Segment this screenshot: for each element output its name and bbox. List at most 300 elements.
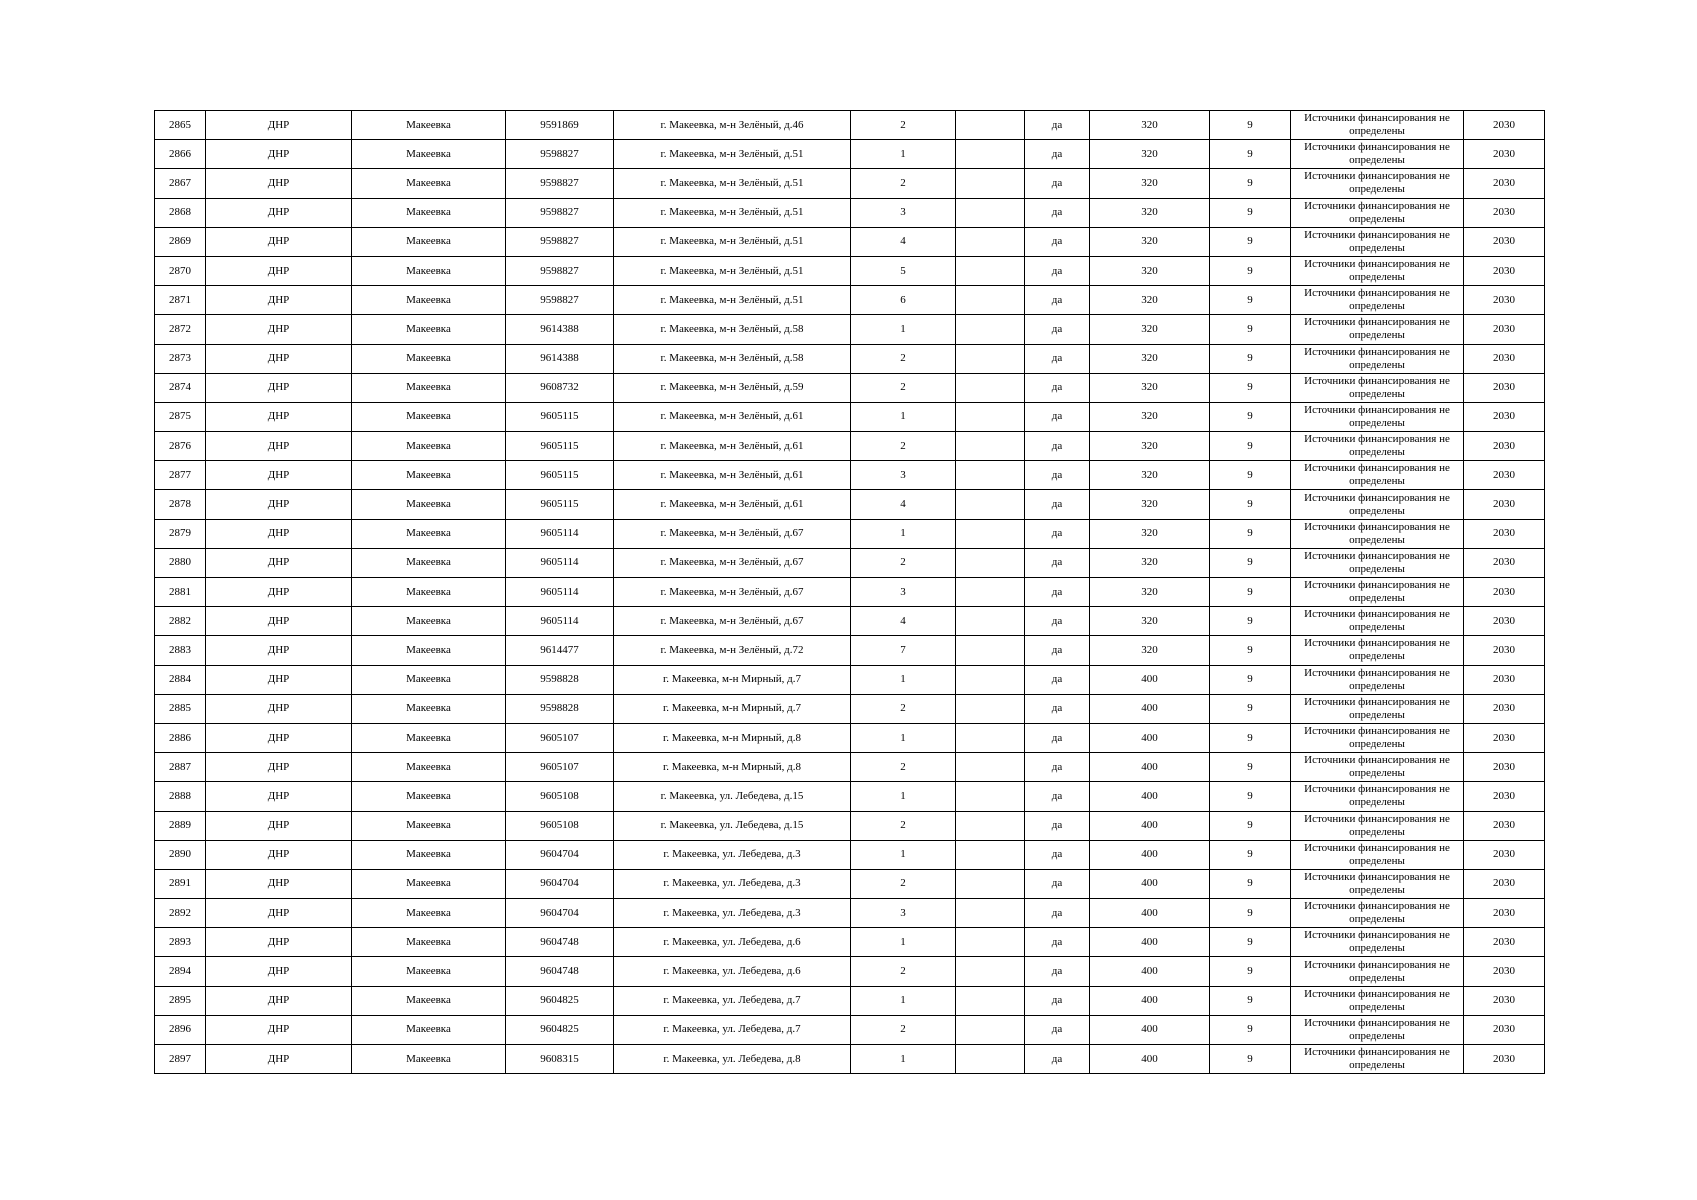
flag-cell: да bbox=[1025, 1015, 1090, 1044]
funding-source-cell: Источники финансирования не определены bbox=[1291, 111, 1464, 140]
funding-source-cell: Источники финансирования не определены bbox=[1291, 490, 1464, 519]
row-number-cell: 2871 bbox=[155, 286, 206, 315]
year-cell: 2030 bbox=[1464, 840, 1545, 869]
year-cell: 2030 bbox=[1464, 373, 1545, 402]
city-cell: Макеевка bbox=[352, 899, 506, 928]
region-cell: ДНР bbox=[206, 636, 352, 665]
count-cell: 9 bbox=[1210, 1015, 1291, 1044]
funding-source-cell: Источники финансирования не определены bbox=[1291, 578, 1464, 607]
row-number-cell: 2888 bbox=[155, 782, 206, 811]
blank-cell bbox=[956, 811, 1025, 840]
amount-cell: 320 bbox=[1090, 607, 1210, 636]
row-number-cell: 2887 bbox=[155, 753, 206, 782]
address-cell: г. Макеевка, ул. Лебедева, д.3 bbox=[614, 899, 851, 928]
address-cell: г. Макеевка, м-н Зелёный, д.58 bbox=[614, 315, 851, 344]
year-cell: 2030 bbox=[1464, 578, 1545, 607]
region-cell: ДНР bbox=[206, 986, 352, 1015]
blank-cell bbox=[956, 1045, 1025, 1074]
year-cell: 2030 bbox=[1464, 256, 1545, 285]
city-cell: Макеевка bbox=[352, 840, 506, 869]
address-cell: г. Макеевка, м-н Зелёный, д.51 bbox=[614, 169, 851, 198]
blank-cell bbox=[956, 694, 1025, 723]
table-row bbox=[155, 140, 1545, 169]
city-cell: Макеевка bbox=[352, 256, 506, 285]
flag-cell: да bbox=[1025, 227, 1090, 256]
amount-cell: 320 bbox=[1090, 519, 1210, 548]
building-id-cell: 9614388 bbox=[506, 315, 614, 344]
year-cell: 2030 bbox=[1464, 461, 1545, 490]
table-body bbox=[155, 111, 1545, 1074]
amount-cell: 320 bbox=[1090, 432, 1210, 461]
address-cell: г. Макеевка, м-н Зелёный, д.61 bbox=[614, 432, 851, 461]
entrance-cell: 1 bbox=[851, 402, 956, 431]
year-cell: 2030 bbox=[1464, 227, 1545, 256]
building-id-cell: 9605114 bbox=[506, 607, 614, 636]
row-number-cell: 2892 bbox=[155, 899, 206, 928]
amount-cell: 400 bbox=[1090, 899, 1210, 928]
address-cell: г. Макеевка, м-н Зелёный, д.61 bbox=[614, 461, 851, 490]
flag-cell: да bbox=[1025, 548, 1090, 577]
flag-cell: да bbox=[1025, 636, 1090, 665]
region-cell: ДНР bbox=[206, 928, 352, 957]
year-cell: 2030 bbox=[1464, 198, 1545, 227]
table-row bbox=[155, 344, 1545, 373]
amount-cell: 320 bbox=[1090, 461, 1210, 490]
amount-cell: 320 bbox=[1090, 227, 1210, 256]
count-cell: 9 bbox=[1210, 1045, 1291, 1074]
entrance-cell: 3 bbox=[851, 461, 956, 490]
year-cell: 2030 bbox=[1464, 490, 1545, 519]
amount-cell: 320 bbox=[1090, 315, 1210, 344]
funding-source-cell: Источники финансирования не определены bbox=[1291, 840, 1464, 869]
blank-cell bbox=[956, 227, 1025, 256]
entrance-cell: 7 bbox=[851, 636, 956, 665]
year-cell: 2030 bbox=[1464, 140, 1545, 169]
amount-cell: 320 bbox=[1090, 490, 1210, 519]
address-cell: г. Макеевка, м-н Зелёный, д.67 bbox=[614, 548, 851, 577]
blank-cell bbox=[956, 957, 1025, 986]
region-cell: ДНР bbox=[206, 286, 352, 315]
blank-cell bbox=[956, 140, 1025, 169]
flag-cell: да bbox=[1025, 519, 1090, 548]
count-cell: 9 bbox=[1210, 402, 1291, 431]
table-row bbox=[155, 899, 1545, 928]
blank-cell bbox=[956, 899, 1025, 928]
count-cell: 9 bbox=[1210, 782, 1291, 811]
address-cell: г. Макеевка, ул. Лебедева, д.15 bbox=[614, 811, 851, 840]
region-cell: ДНР bbox=[206, 1015, 352, 1044]
amount-cell: 320 bbox=[1090, 256, 1210, 285]
region-cell: ДНР bbox=[206, 256, 352, 285]
building-id-cell: 9605115 bbox=[506, 432, 614, 461]
funding-source-cell: Источники финансирования не определены bbox=[1291, 1015, 1464, 1044]
count-cell: 9 bbox=[1210, 490, 1291, 519]
region-cell: ДНР bbox=[206, 869, 352, 898]
funding-source-cell: Источники финансирования не определены bbox=[1291, 636, 1464, 665]
count-cell: 9 bbox=[1210, 753, 1291, 782]
row-number-cell: 2895 bbox=[155, 986, 206, 1015]
funding-source-cell: Источники финансирования не определены bbox=[1291, 928, 1464, 957]
row-number-cell: 2880 bbox=[155, 548, 206, 577]
row-number-cell: 2893 bbox=[155, 928, 206, 957]
blank-cell bbox=[956, 461, 1025, 490]
address-cell: г. Макеевка, ул. Лебедева, д.3 bbox=[614, 869, 851, 898]
region-cell: ДНР bbox=[206, 344, 352, 373]
table-row bbox=[155, 607, 1545, 636]
building-id-cell: 9598827 bbox=[506, 286, 614, 315]
row-number-cell: 2881 bbox=[155, 578, 206, 607]
table-row bbox=[155, 840, 1545, 869]
year-cell: 2030 bbox=[1464, 315, 1545, 344]
region-cell: ДНР bbox=[206, 432, 352, 461]
building-id-cell: 9608315 bbox=[506, 1045, 614, 1074]
amount-cell: 320 bbox=[1090, 636, 1210, 665]
amount-cell: 320 bbox=[1090, 578, 1210, 607]
year-cell: 2030 bbox=[1464, 1045, 1545, 1074]
funding-source-cell: Источники финансирования не определены bbox=[1291, 548, 1464, 577]
amount-cell: 320 bbox=[1090, 373, 1210, 402]
funding-source-cell: Источники финансирования не определены bbox=[1291, 986, 1464, 1015]
amount-cell: 400 bbox=[1090, 665, 1210, 694]
count-cell: 9 bbox=[1210, 315, 1291, 344]
row-number-cell: 2867 bbox=[155, 169, 206, 198]
row-number-cell: 2866 bbox=[155, 140, 206, 169]
city-cell: Макеевка bbox=[352, 869, 506, 898]
entrance-cell: 4 bbox=[851, 490, 956, 519]
flag-cell: да bbox=[1025, 344, 1090, 373]
amount-cell: 320 bbox=[1090, 344, 1210, 373]
address-cell: г. Макеевка, ул. Лебедева, д.8 bbox=[614, 1045, 851, 1074]
count-cell: 9 bbox=[1210, 986, 1291, 1015]
city-cell: Макеевка bbox=[352, 140, 506, 169]
entrance-cell: 1 bbox=[851, 665, 956, 694]
year-cell: 2030 bbox=[1464, 519, 1545, 548]
amount-cell: 320 bbox=[1090, 169, 1210, 198]
address-cell: г. Макеевка, ул. Лебедева, д.7 bbox=[614, 1015, 851, 1044]
funding-source-cell: Источники финансирования не определены bbox=[1291, 256, 1464, 285]
city-cell: Макеевка bbox=[352, 548, 506, 577]
funding-source-cell: Источники финансирования не определены bbox=[1291, 169, 1464, 198]
row-number-cell: 2873 bbox=[155, 344, 206, 373]
address-cell: г. Макеевка, м-н Мирный, д.8 bbox=[614, 753, 851, 782]
flag-cell: да bbox=[1025, 1045, 1090, 1074]
building-id-cell: 9605115 bbox=[506, 490, 614, 519]
count-cell: 9 bbox=[1210, 548, 1291, 577]
funding-source-cell: Источники финансирования не определены bbox=[1291, 753, 1464, 782]
year-cell: 2030 bbox=[1464, 869, 1545, 898]
count-cell: 9 bbox=[1210, 519, 1291, 548]
count-cell: 9 bbox=[1210, 811, 1291, 840]
blank-cell bbox=[956, 490, 1025, 519]
entrance-cell: 1 bbox=[851, 723, 956, 752]
row-number-cell: 2875 bbox=[155, 402, 206, 431]
building-id-cell: 9604825 bbox=[506, 986, 614, 1015]
count-cell: 9 bbox=[1210, 636, 1291, 665]
region-cell: ДНР bbox=[206, 607, 352, 636]
city-cell: Макеевка bbox=[352, 607, 506, 636]
building-id-cell: 9598827 bbox=[506, 227, 614, 256]
row-number-cell: 2883 bbox=[155, 636, 206, 665]
city-cell: Макеевка bbox=[352, 402, 506, 431]
row-number-cell: 2865 bbox=[155, 111, 206, 140]
region-cell: ДНР bbox=[206, 198, 352, 227]
table-row bbox=[155, 753, 1545, 782]
funding-source-cell: Источники финансирования не определены bbox=[1291, 286, 1464, 315]
count-cell: 9 bbox=[1210, 286, 1291, 315]
count-cell: 9 bbox=[1210, 840, 1291, 869]
entrance-cell: 3 bbox=[851, 899, 956, 928]
building-id-cell: 9591869 bbox=[506, 111, 614, 140]
address-cell: г. Макеевка, м-н Зелёный, д.46 bbox=[614, 111, 851, 140]
count-cell: 9 bbox=[1210, 723, 1291, 752]
count-cell: 9 bbox=[1210, 256, 1291, 285]
count-cell: 9 bbox=[1210, 461, 1291, 490]
amount-cell: 400 bbox=[1090, 869, 1210, 898]
building-id-cell: 9605108 bbox=[506, 782, 614, 811]
blank-cell bbox=[956, 286, 1025, 315]
table-row bbox=[155, 402, 1545, 431]
entrance-cell: 1 bbox=[851, 140, 956, 169]
flag-cell: да bbox=[1025, 169, 1090, 198]
flag-cell: да bbox=[1025, 402, 1090, 431]
blank-cell bbox=[956, 519, 1025, 548]
city-cell: Макеевка bbox=[352, 344, 506, 373]
city-cell: Макеевка bbox=[352, 723, 506, 752]
address-cell: г. Макеевка, м-н Зелёный, д.67 bbox=[614, 519, 851, 548]
amount-cell: 400 bbox=[1090, 928, 1210, 957]
region-cell: ДНР bbox=[206, 461, 352, 490]
building-id-cell: 9614477 bbox=[506, 636, 614, 665]
building-id-cell: 9605115 bbox=[506, 461, 614, 490]
entrance-cell: 3 bbox=[851, 578, 956, 607]
table-row bbox=[155, 1045, 1545, 1074]
count-cell: 9 bbox=[1210, 957, 1291, 986]
flag-cell: да bbox=[1025, 461, 1090, 490]
table-row bbox=[155, 461, 1545, 490]
entrance-cell: 2 bbox=[851, 169, 956, 198]
year-cell: 2030 bbox=[1464, 607, 1545, 636]
amount-cell: 400 bbox=[1090, 986, 1210, 1015]
year-cell: 2030 bbox=[1464, 782, 1545, 811]
table-row bbox=[155, 636, 1545, 665]
address-cell: г. Макеевка, м-н Мирный, д.7 bbox=[614, 694, 851, 723]
region-cell: ДНР bbox=[206, 402, 352, 431]
blank-cell bbox=[956, 753, 1025, 782]
row-number-cell: 2884 bbox=[155, 665, 206, 694]
address-cell: г. Макеевка, м-н Зелёный, д.67 bbox=[614, 578, 851, 607]
building-id-cell: 9604748 bbox=[506, 928, 614, 957]
region-cell: ДНР bbox=[206, 694, 352, 723]
blank-cell bbox=[956, 548, 1025, 577]
count-cell: 9 bbox=[1210, 198, 1291, 227]
blank-cell bbox=[956, 373, 1025, 402]
funding-source-cell: Источники финансирования не определены bbox=[1291, 694, 1464, 723]
flag-cell: да bbox=[1025, 694, 1090, 723]
city-cell: Макеевка bbox=[352, 782, 506, 811]
address-cell: г. Макеевка, ул. Лебедева, д.6 bbox=[614, 957, 851, 986]
amount-cell: 400 bbox=[1090, 753, 1210, 782]
year-cell: 2030 bbox=[1464, 432, 1545, 461]
region-cell: ДНР bbox=[206, 1045, 352, 1074]
year-cell: 2030 bbox=[1464, 286, 1545, 315]
city-cell: Макеевка bbox=[352, 578, 506, 607]
flag-cell: да bbox=[1025, 607, 1090, 636]
building-id-cell: 9605114 bbox=[506, 548, 614, 577]
funding-source-cell: Источники финансирования не определены bbox=[1291, 198, 1464, 227]
table-row bbox=[155, 198, 1545, 227]
year-cell: 2030 bbox=[1464, 986, 1545, 1015]
count-cell: 9 bbox=[1210, 169, 1291, 198]
table-row bbox=[155, 578, 1545, 607]
address-cell: г. Макеевка, ул. Лебедева, д.7 bbox=[614, 986, 851, 1015]
amount-cell: 320 bbox=[1090, 198, 1210, 227]
building-id-cell: 9598828 bbox=[506, 694, 614, 723]
city-cell: Макеевка bbox=[352, 811, 506, 840]
amount-cell: 320 bbox=[1090, 111, 1210, 140]
flag-cell: да bbox=[1025, 373, 1090, 402]
region-cell: ДНР bbox=[206, 315, 352, 344]
funding-source-cell: Источники финансирования не определены bbox=[1291, 402, 1464, 431]
amount-cell: 400 bbox=[1090, 723, 1210, 752]
building-id-cell: 9605115 bbox=[506, 402, 614, 431]
entrance-cell: 4 bbox=[851, 227, 956, 256]
address-cell: г. Макеевка, м-н Зелёный, д.61 bbox=[614, 490, 851, 519]
amount-cell: 400 bbox=[1090, 782, 1210, 811]
address-cell: г. Макеевка, м-н Зелёный, д.51 bbox=[614, 140, 851, 169]
flag-cell: да bbox=[1025, 490, 1090, 519]
city-cell: Макеевка bbox=[352, 1045, 506, 1074]
flag-cell: да bbox=[1025, 578, 1090, 607]
blank-cell bbox=[956, 1015, 1025, 1044]
year-cell: 2030 bbox=[1464, 636, 1545, 665]
building-id-cell: 9598827 bbox=[506, 256, 614, 285]
flag-cell: да bbox=[1025, 286, 1090, 315]
funding-source-cell: Источники финансирования не определены bbox=[1291, 315, 1464, 344]
year-cell: 2030 bbox=[1464, 811, 1545, 840]
table-row bbox=[155, 490, 1545, 519]
entrance-cell: 2 bbox=[851, 694, 956, 723]
address-cell: г. Макеевка, м-н Зелёный, д.67 bbox=[614, 607, 851, 636]
city-cell: Макеевка bbox=[352, 461, 506, 490]
blank-cell bbox=[956, 636, 1025, 665]
year-cell: 2030 bbox=[1464, 753, 1545, 782]
year-cell: 2030 bbox=[1464, 548, 1545, 577]
entrance-cell: 2 bbox=[851, 373, 956, 402]
building-id-cell: 9608732 bbox=[506, 373, 614, 402]
entrance-cell: 3 bbox=[851, 198, 956, 227]
amount-cell: 320 bbox=[1090, 402, 1210, 431]
region-cell: ДНР bbox=[206, 723, 352, 752]
region-cell: ДНР bbox=[206, 899, 352, 928]
funding-source-cell: Источники финансирования не определены bbox=[1291, 227, 1464, 256]
table-row bbox=[155, 723, 1545, 752]
blank-cell bbox=[956, 782, 1025, 811]
entrance-cell: 2 bbox=[851, 344, 956, 373]
building-id-cell: 9604704 bbox=[506, 840, 614, 869]
region-cell: ДНР bbox=[206, 811, 352, 840]
table-row bbox=[155, 957, 1545, 986]
region-cell: ДНР bbox=[206, 578, 352, 607]
city-cell: Макеевка bbox=[352, 198, 506, 227]
table-row bbox=[155, 1015, 1545, 1044]
blank-cell bbox=[956, 928, 1025, 957]
count-cell: 9 bbox=[1210, 928, 1291, 957]
entrance-cell: 2 bbox=[851, 111, 956, 140]
flag-cell: да bbox=[1025, 723, 1090, 752]
row-number-cell: 2896 bbox=[155, 1015, 206, 1044]
year-cell: 2030 bbox=[1464, 344, 1545, 373]
flag-cell: да bbox=[1025, 111, 1090, 140]
city-cell: Макеевка bbox=[352, 111, 506, 140]
entrance-cell: 4 bbox=[851, 607, 956, 636]
address-cell: г. Макеевка, ул. Лебедева, д.6 bbox=[614, 928, 851, 957]
city-cell: Макеевка bbox=[352, 928, 506, 957]
address-cell: г. Макеевка, м-н Зелёный, д.61 bbox=[614, 402, 851, 431]
address-cell: г. Макеевка, м-н Зелёный, д.58 bbox=[614, 344, 851, 373]
flag-cell: да bbox=[1025, 782, 1090, 811]
funding-source-cell: Источники финансирования не определены bbox=[1291, 869, 1464, 898]
year-cell: 2030 bbox=[1464, 899, 1545, 928]
blank-cell bbox=[956, 432, 1025, 461]
funding-source-cell: Источники финансирования не определены bbox=[1291, 1045, 1464, 1074]
year-cell: 2030 bbox=[1464, 928, 1545, 957]
year-cell: 2030 bbox=[1464, 665, 1545, 694]
address-cell: г. Макеевка, м-н Зелёный, д.51 bbox=[614, 227, 851, 256]
amount-cell: 400 bbox=[1090, 840, 1210, 869]
entrance-cell: 6 bbox=[851, 286, 956, 315]
amount-cell: 400 bbox=[1090, 1045, 1210, 1074]
city-cell: Макеевка bbox=[352, 432, 506, 461]
table-row bbox=[155, 227, 1545, 256]
entrance-cell: 2 bbox=[851, 1015, 956, 1044]
row-number-cell: 2889 bbox=[155, 811, 206, 840]
city-cell: Макеевка bbox=[352, 636, 506, 665]
flag-cell: да bbox=[1025, 840, 1090, 869]
building-id-cell: 9604704 bbox=[506, 869, 614, 898]
entrance-cell: 2 bbox=[851, 753, 956, 782]
funding-source-cell: Источники финансирования не определены bbox=[1291, 899, 1464, 928]
table-row bbox=[155, 811, 1545, 840]
entrance-cell: 2 bbox=[851, 548, 956, 577]
flag-cell: да bbox=[1025, 753, 1090, 782]
amount-cell: 320 bbox=[1090, 548, 1210, 577]
count-cell: 9 bbox=[1210, 227, 1291, 256]
year-cell: 2030 bbox=[1464, 957, 1545, 986]
blank-cell bbox=[956, 665, 1025, 694]
address-cell: г. Макеевка, м-н Зелёный, д.51 bbox=[614, 286, 851, 315]
row-number-cell: 2886 bbox=[155, 723, 206, 752]
city-cell: Макеевка bbox=[352, 1015, 506, 1044]
count-cell: 9 bbox=[1210, 111, 1291, 140]
count-cell: 9 bbox=[1210, 432, 1291, 461]
building-id-cell: 9605107 bbox=[506, 753, 614, 782]
row-number-cell: 2882 bbox=[155, 607, 206, 636]
blank-cell bbox=[956, 198, 1025, 227]
entrance-cell: 1 bbox=[851, 986, 956, 1015]
row-number-cell: 2890 bbox=[155, 840, 206, 869]
building-id-cell: 9598827 bbox=[506, 198, 614, 227]
table-row bbox=[155, 665, 1545, 694]
amount-cell: 320 bbox=[1090, 140, 1210, 169]
blank-cell bbox=[956, 402, 1025, 431]
flag-cell: да bbox=[1025, 899, 1090, 928]
region-cell: ДНР bbox=[206, 665, 352, 694]
entrance-cell: 1 bbox=[851, 1045, 956, 1074]
row-number-cell: 2870 bbox=[155, 256, 206, 285]
region-cell: ДНР bbox=[206, 957, 352, 986]
funding-source-cell: Источники финансирования не определены bbox=[1291, 957, 1464, 986]
flag-cell: да bbox=[1025, 869, 1090, 898]
